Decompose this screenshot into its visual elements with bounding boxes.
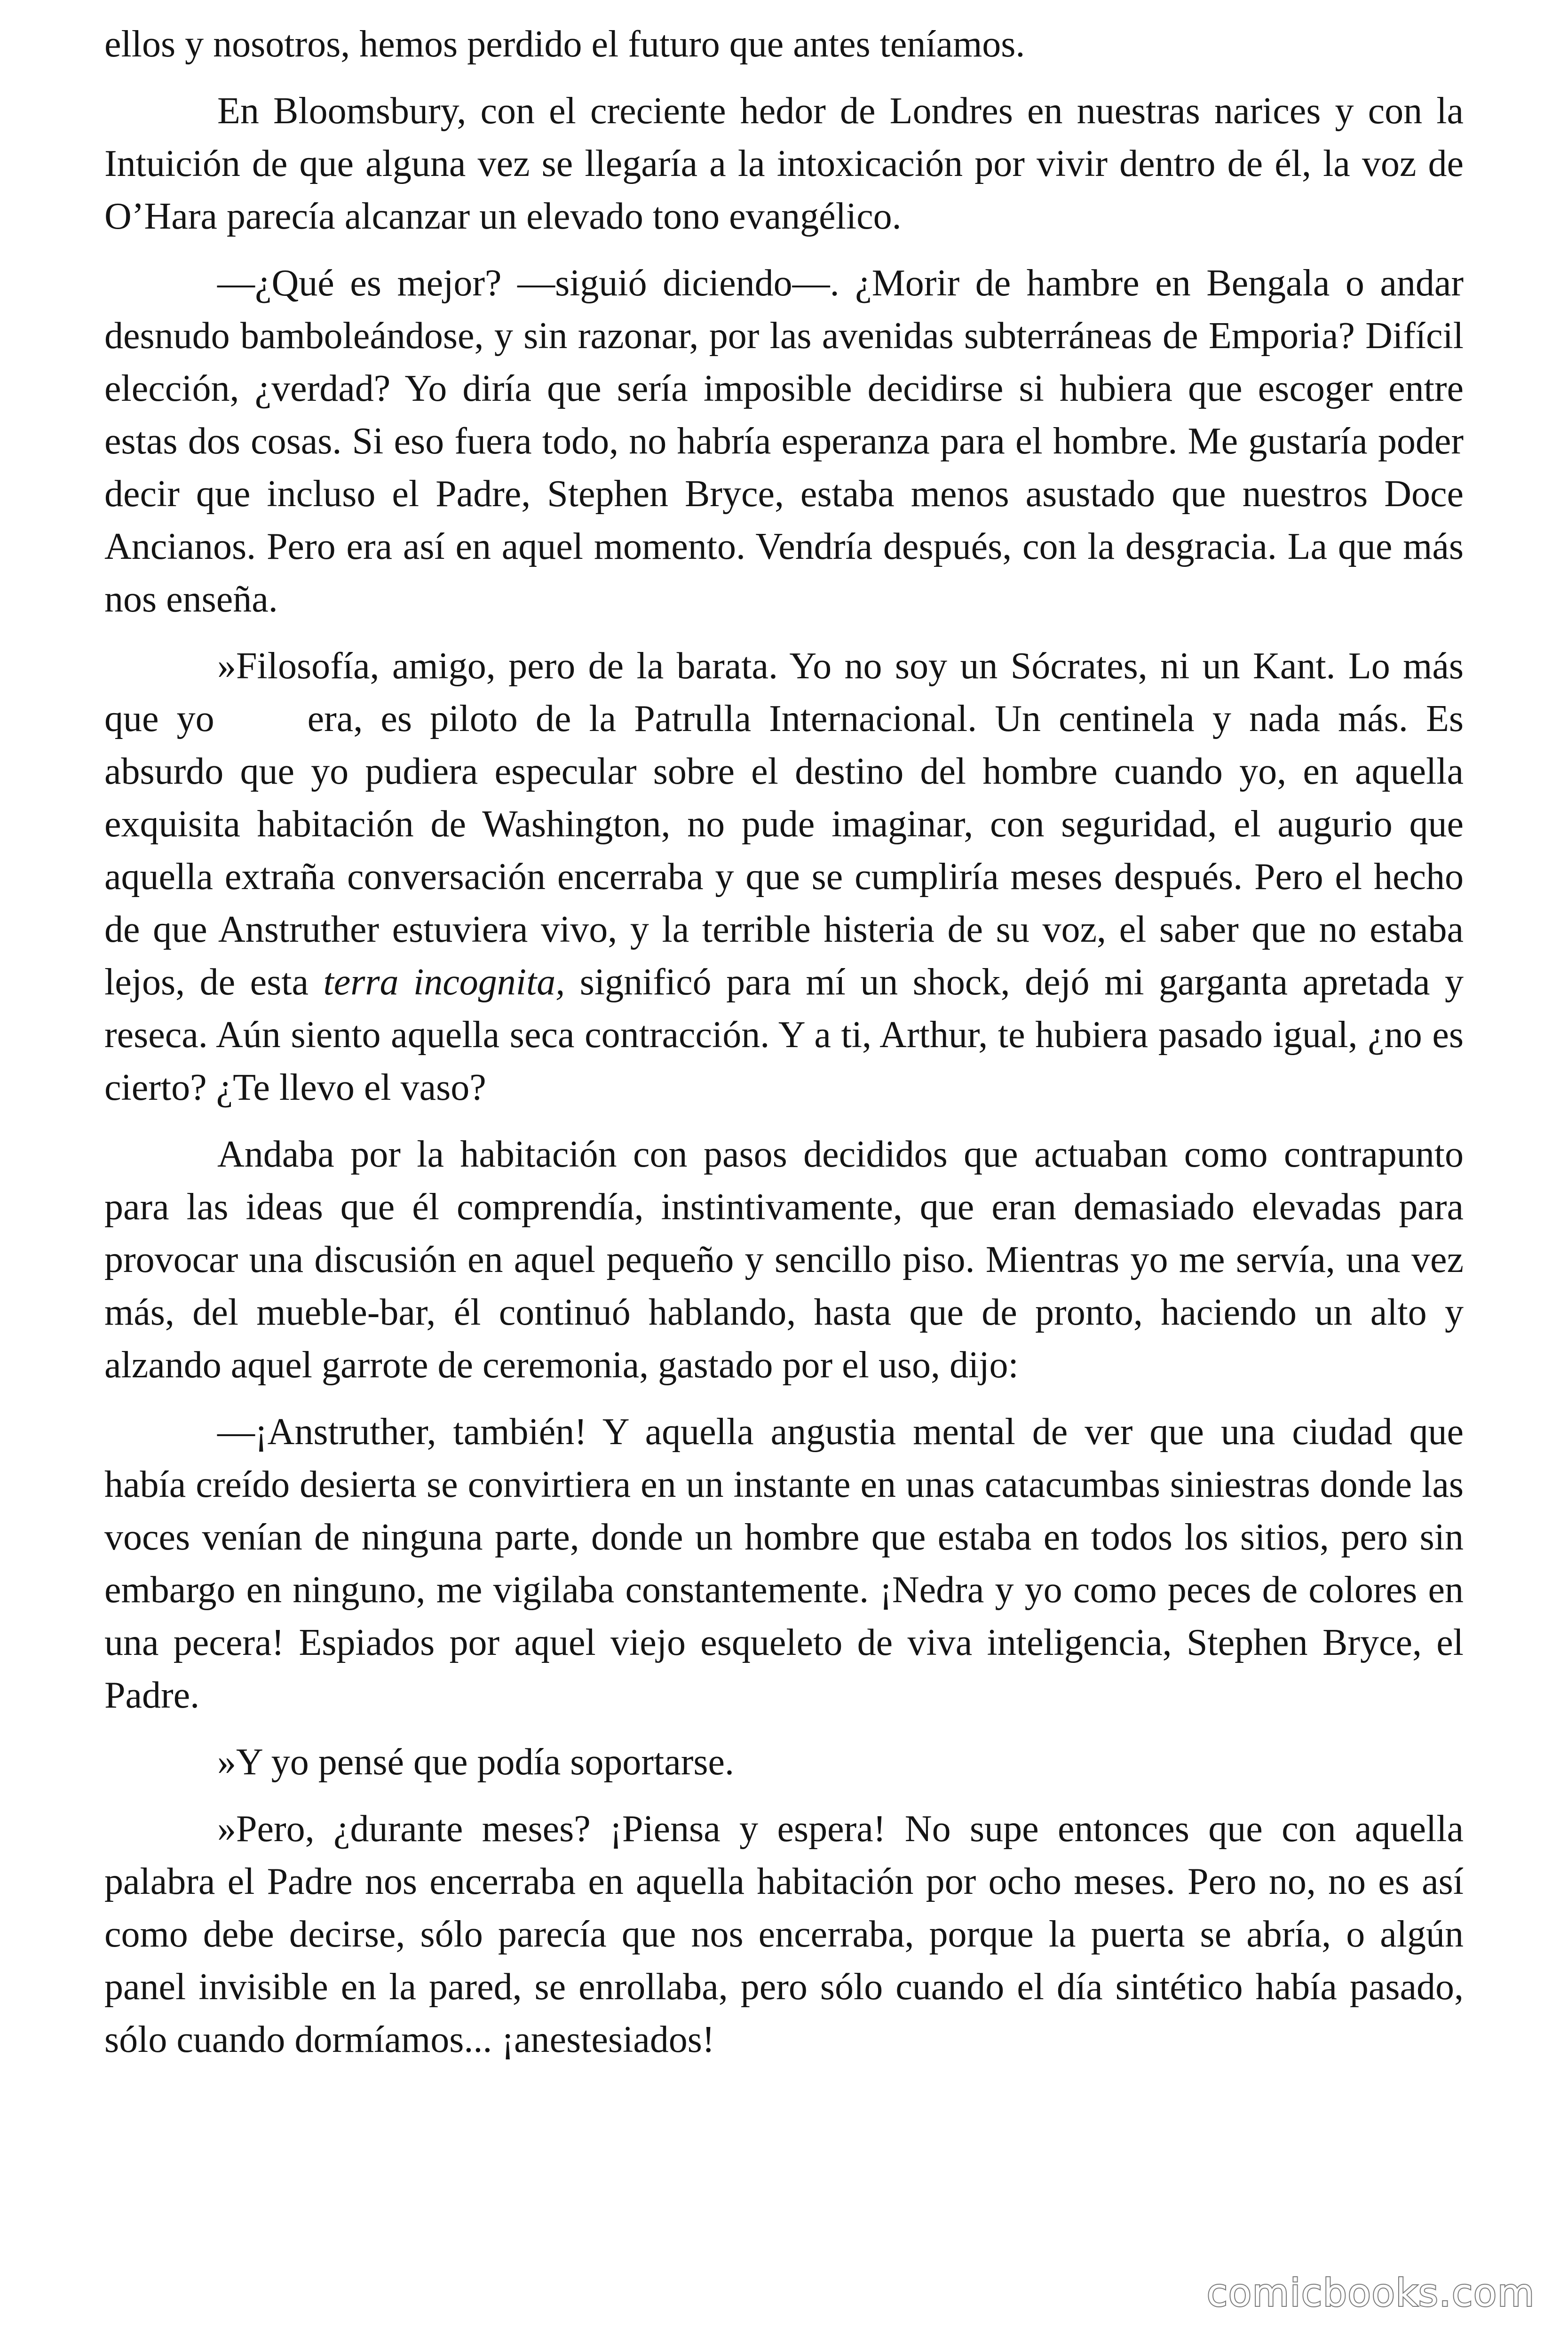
paragraph-4-text-before: »Filosofía, amigo, pero de la barata. Yo no soy un Sócrates, ni un Kant. Lo más que yo era, es piloto de la Patrulla Internacional. Un centinela y nada más. Es absurdo que yo pudiera especular sobre el destino del hombre cuando yo, en aquella exquisita habitación de Washington, no pude imaginar, con seguridad, el augurio que aquella extraña conversación encerraba y que se cumpliría meses después. Pero el hecho de que Anstruther estuviera vivo, y la terrible histeria de su voz, el saber que no estaba lejos, de esta [104,645,1464,1003]
paragraph-3: —¿Qué es mejor? —siguió diciendo—. ¿Morir de hambre en Bengala o andar desnudo bamboleándose, y sin razonar, por las avenidas subterráneas de Emporia? Difícil elección, ¿verdad? Yo diría que sería imposible decidirse si hubiera que escoger entre estas dos cosas. Si eso fuera todo, no habría esperanza para el hombre. Me gustaría poder decir que incluso el Padre, Stephen Bryce, estaba menos asustado que nuestros Doce Ancianos. Pero era así en aquel momento. Vendría después, con la desgracia. La que más nos enseña. [104,262,1464,620]
page-body-text [104,18,1464,2080]
paragraph-2: En Bloomsbury, con el creciente hedor de Londres en nuestras narices y con la Intuición de que alguna vez se llegaría a la intoxicación por vivir dentro de él, la voz de O’Hara parecía alcanzar un elevado tono evangélico. [104,90,1464,237]
paragraph-4-italic-phrase: terra incognita, [323,961,565,1003]
paragraph-1: ellos y nosotros, hemos perdido el futuro que antes teníamos. [104,24,1025,65]
paragraph-4-text-after: significó para mí un shock, dejó mi garganta apretada y reseca. Aún siento aquella seca contracción. Y a ti, Arthur, te hubiera pasado igual, ¿no es cierto? ¿Te llevo el vaso? [104,961,1464,1108]
watermark: comicbooks.com [1206,2271,1535,2315]
paragraph-6: —¡Anstruther, también! Y aquella angustia mental de ver que una ciudad que había creído desierta se convirtiera en un instante en unas catacumbas siniestras donde las voces venían de ninguna parte, donde un hombre que estaba en todos los sitios, pero sin embargo en ninguno, me vigilaba constantemente. ¡Nedra y yo como peces de colores en una pecera! Espiados por aquel viejo esqueleto de viva inteligencia, Stephen Bryce, el Padre. [104,1411,1464,1716]
paragraph-4 [104,640,1464,1114]
paragraph-8: »Pero, ¿durante meses? ¡Piensa y espera! No supe entonces que con aquella palabra el Padre nos encerraba en aquella habitación por ocho meses. Pero no, no es así como debe decirse, sólo parecía que nos encerraba, porque la puerta se abría, o algún panel invisible en la pared, se enrollaba, pero sólo cuando el día sintético había pasado, sólo cuando dormíamos... ¡anestesiados! [104,1808,1464,2060]
paragraph-5: Andaba por la habitación con pasos decididos que actuaban como contrapunto para las ideas que él comprendía, instintivamente, que eran demasiado elevadas para provocar una discusión en aquel pequeño y sencillo piso. Mientras yo me servía, una vez más, del mueble-bar, él continuó hablando, hasta que de pronto, haciendo un alto y alzando aquel garrote de ceremonia, gastado por el uso, dijo: [104,1134,1464,1386]
paragraph-7: »Y yo pensé que podía soportarse. [217,1741,734,1783]
